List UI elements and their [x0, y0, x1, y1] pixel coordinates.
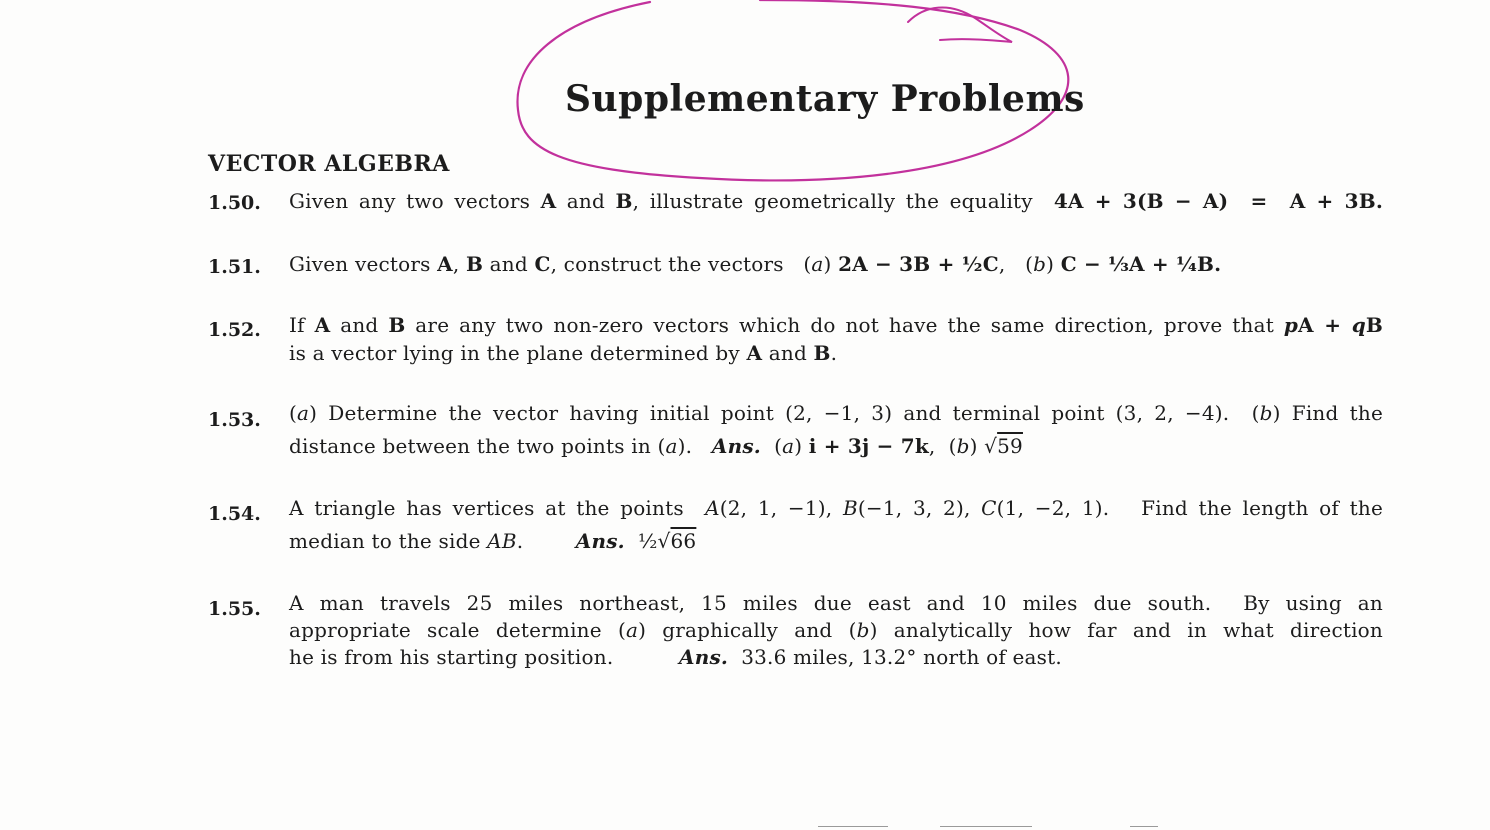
problem-number: 1.55.	[208, 598, 261, 620]
problem-number: 1.54.	[208, 503, 261, 525]
problem-text	[289, 591, 1383, 615]
problem-1-53-line-2: distance between the two points in (a).	[289, 434, 693, 458]
problem-text	[289, 341, 1383, 365]
problem-number: 1.51.	[208, 256, 261, 278]
problem-text	[289, 645, 1383, 669]
problem-1-55-line-3: he is from his starting position.	[289, 645, 614, 669]
answer-label: Ans.	[575, 529, 625, 553]
ink-flourish	[908, 7, 1012, 42]
problem-1-54-line-1: A triangle has vertices at the points A(2, 1, −1), B(−1, 3, 2), C(1, −2, 1). Find the length of the	[289, 496, 1383, 520]
problem-1-50-line-1: Given any two vectors A and B, illustrate geometrically the equality 4A + 3(B − A) = A + 3B.	[289, 189, 1383, 213]
problem-text	[289, 496, 1383, 520]
problem-text	[289, 529, 1383, 553]
problem-1-52-line-2: is a vector lying in the plane determined by A and B.	[289, 341, 838, 365]
problem-1-55-line-1: A man travels 25 miles northeast, 15 miles due east and 10 miles due south. By using an	[289, 591, 1383, 615]
section-heading: VECTOR ALGEBRA	[208, 151, 450, 177]
faint-rule	[818, 826, 888, 827]
problem-text	[289, 434, 1383, 458]
answer-value: (a) i + 3j − 7k, (b) √59	[774, 434, 1023, 458]
problem-1-51-line-1: Given vectors A, B and C, construct the vectors (a) 2A − 3B + ½C, (b) C − ⅓A + ¼B.	[289, 252, 1222, 276]
problem-1-55-line-2: appropriate scale determine (a) graphically and (b) analytically how far and in what direction	[289, 618, 1384, 642]
problem-text	[289, 401, 1383, 425]
answer-value: ½√66	[637, 529, 697, 553]
problem-number: 1.53.	[208, 409, 261, 431]
answer-label: Ans.	[711, 434, 761, 458]
problem-number: 1.52.	[208, 319, 261, 341]
problem-1-52-line-1: If A and B are any two non-zero vectors which do not have the same direction, prove that pA + qB	[289, 313, 1383, 337]
page-title: Supplementary Problems	[565, 78, 1085, 120]
answer-label: Ans.	[678, 645, 729, 669]
problem-text	[289, 189, 1383, 213]
problem-text	[289, 618, 1383, 642]
problem-1-54-line-2: median to the side AB.	[289, 529, 524, 553]
problem-1-53-line-1: (a) Determine the vector having initial point (2, −1, 3) and terminal point (3, 2, −4). (b) Find the	[289, 401, 1383, 425]
problem-text	[289, 313, 1383, 337]
answer-value: 33.6 miles, 13.2° north of east.	[741, 645, 1062, 669]
faint-rule	[940, 826, 1032, 827]
faint-rule	[1130, 826, 1158, 827]
problem-text	[289, 252, 1269, 276]
problem-number: 1.50.	[208, 192, 261, 214]
